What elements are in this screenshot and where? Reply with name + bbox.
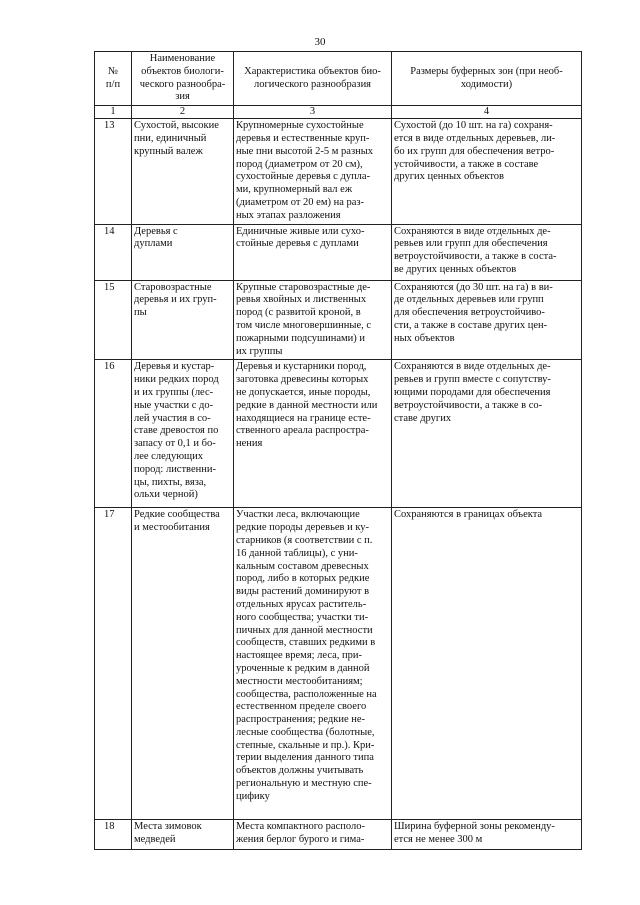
buffer-size: Сохраняются (до 30 шт. на га) в ви- де отдельных деревьев или групп для обеспечения ветроустойчиво- сти, а также в составе других цен- ных объектов <box>392 280 582 360</box>
object-name: Места зимовок медведей <box>132 820 234 850</box>
row-number: 17 <box>95 508 132 820</box>
object-characteristic: Участки леса, включающие редкие породы деревьев и ку- старников (я соответствии с п. 16 данной таблицы), с уни- кальным составом древесных пород, либо в которых редкие виды растений доминируют в отдельных ярусах раститель- ного сообщества; участки ти- пичных для данной местности сообществ, ставших редкими в настоящее время; леса, при- уроченные к редким в данной местности местообитаниям; сообщества, расположенные на естественном пределе своего распространения; редкие не- лесные сообщества (болотные, степные, скальные и пр.). Кри- терии выделения данного типа объектов должны учитывать региональную и местную спе- цифику <box>234 508 392 820</box>
buffer-size: Сухостой (до 10 шт. на га) сохраня- ется в виде отдельных деревьев, ли- бо их групп для обеспечения ветро- устойчивости, а также в составе других ценных объектов <box>392 119 582 224</box>
row-number: 13 <box>95 119 132 224</box>
header-num: № п/п <box>95 52 132 106</box>
object-characteristic: Места компактного располо- жения берлог бурого и гима- <box>234 820 392 850</box>
column-number-row <box>95 106 582 119</box>
row-number: 18 <box>95 820 132 850</box>
column-number: 2 <box>132 106 234 119</box>
object-characteristic: Крупные старовозрастные де- ревья хвойных и лиственных пород (с развитой кроной, в том числе многовершинные, с пожарными подсушинами) и их группы <box>234 280 392 360</box>
biodiversity-objects-table <box>94 51 582 850</box>
object-name: Сухостой, высокие пни, единичный крупный валеж <box>132 119 234 224</box>
object-characteristic: Единичные живые или сухо- стойные деревья с дуплами <box>234 224 392 280</box>
buffer-size: Сохраняются в границах объекта <box>392 508 582 820</box>
column-number: 4 <box>392 106 582 119</box>
row-number: 14 <box>95 224 132 280</box>
object-name: Деревья с дуплами <box>132 224 234 280</box>
table-row <box>95 820 582 850</box>
table-row <box>95 360 582 508</box>
object-characteristic: Деревья и кустарники пород, заготовка древесины которых не допускается, иные породы, редкие в данной местности или находящиеся на границе есте- ственного ареала распростра- нения <box>234 360 392 508</box>
table-row <box>95 508 582 820</box>
object-name: Деревья и кустар- ники редких пород и их группы (лес- ные участки с до- лей участия в со- ставе древостоя по запасу от 0,1 и бо- лее следующих пород: лиственни- цы, пихты, вяза, ольхи черной) <box>132 360 234 508</box>
header-name: Наименование объектов биологи- ческого разнообра- зия <box>132 52 234 106</box>
object-name: Старовозрастные деревья и их груп- пы <box>132 280 234 360</box>
table-row <box>95 280 582 360</box>
table-row <box>95 119 582 224</box>
table-row <box>95 224 582 280</box>
object-characteristic: Крупномерные сухостойные деревья и естественные круп- ные пни высотой 2-5 м разных пород (диаметром от 20 см), сухостойные деревья с дупла- ми, крупномерный вал еж (диаметром от 20 ем) на раз- ных этапах разложения <box>234 119 392 224</box>
table-header-row <box>95 52 582 106</box>
row-number: 15 <box>95 280 132 360</box>
header-buffer: Размеры буферных зон (при необ- ходимости) <box>392 52 582 106</box>
buffer-size: Ширина буферной зоны рекоменду- ется не менее 300 м <box>392 820 582 850</box>
page-number: 30 <box>314 36 326 48</box>
buffer-size: Сохраняются в виде отдельных де- ревьев или групп для обеспечения ветроустойчивости, а также в соста- ве других ценных объектов <box>392 224 582 280</box>
column-number: 1 <box>95 106 132 119</box>
row-number: 16 <box>95 360 132 508</box>
object-name: Редкие сообщества и местообитания <box>132 508 234 820</box>
buffer-size: Сохраняются в виде отдельных де- ревьев и групп вместе с сопутству- ющими породами для обеспечения ветроустойчивости, а также в со- ставе других <box>392 360 582 508</box>
column-number: 3 <box>234 106 392 119</box>
header-characteristic: Характеристика объектов био- логического разнообразия <box>234 52 392 106</box>
